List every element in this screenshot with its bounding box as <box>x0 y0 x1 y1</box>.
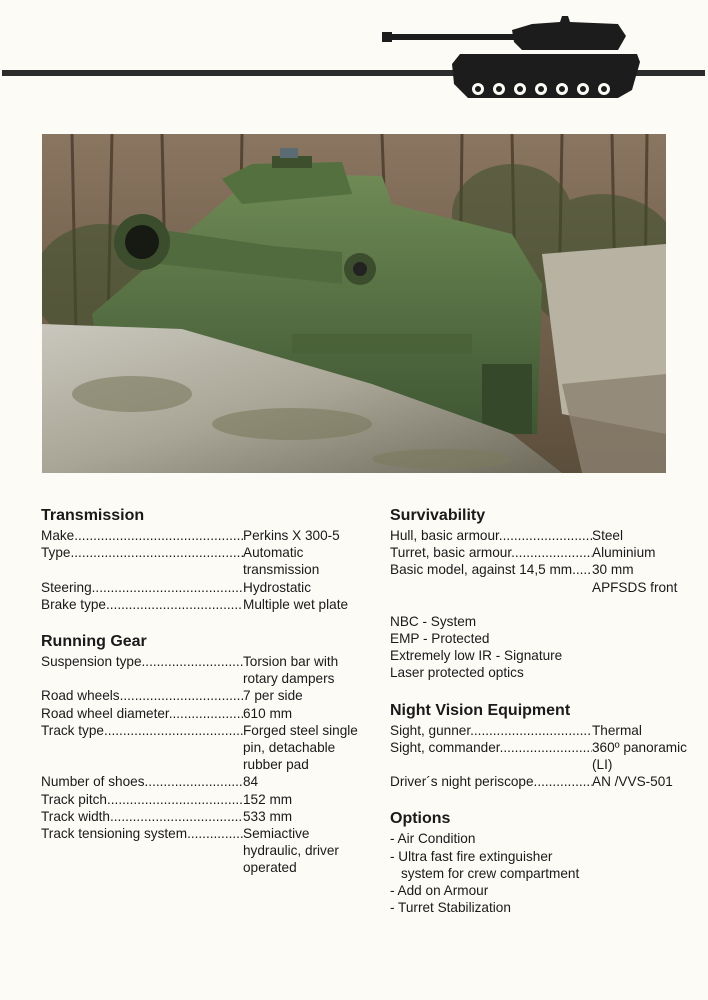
spec-row: Road wheel diameter ..... 610 mm <box>41 705 363 722</box>
spec-row: Turret, basic armour ..... Aluminium <box>390 544 690 561</box>
spec-row: Basic model, against 14,5 mm ..... 30 mm APFSDS front <box>390 561 690 595</box>
spec-row: Sight, gunner ..... Thermal <box>390 722 690 739</box>
spec-row: Track width ..... 533 mm <box>41 808 363 825</box>
spec-row: Hull, basic armour ..... Steel <box>390 527 690 544</box>
spec-row: Make ..... Perkins X 300-5 <box>41 527 363 544</box>
section-title-transmission: Transmission <box>41 507 145 524</box>
option-item: - Add on Armour <box>390 883 489 899</box>
option-item: - Air Condition <box>390 831 476 847</box>
section-title-options: Options <box>390 810 451 828</box>
feature-item: NBC - System <box>390 613 477 629</box>
spec-row: Track tensioning system ..... Semiactive hydraulic, driver operated <box>41 825 363 877</box>
section-title-running-gear: Running Gear <box>41 633 147 651</box>
tank-photo <box>42 134 666 473</box>
spec-row: Brake type ..... Multiple wet plate <box>41 596 363 613</box>
spec-row: Type ..... Automatic transmission <box>41 544 363 578</box>
spec-row: Driver´s night periscope ..... AN /VVS-501 <box>390 773 690 790</box>
spec-row: Road wheels ..... 7 per side <box>41 687 363 704</box>
spec-row: Number of shoes ..... 84 <box>41 773 363 790</box>
spec-row: Sight, commander ..... 360º panoramic (LI) <box>390 739 690 773</box>
feature-item: Laser protected optics <box>390 665 524 681</box>
section-title-night-vision: Night Vision Equipment <box>390 701 571 719</box>
option-item: - Ultra fast fire extinguisher system for crew compartment <box>390 848 580 881</box>
right-column <box>390 505 690 916</box>
spec-row: Track pitch ..... 152 mm <box>41 791 363 808</box>
tank-silhouette-icon <box>382 14 642 102</box>
spec-row: Steering ..... Hydrostatic <box>41 579 363 596</box>
left-column <box>41 505 363 877</box>
feature-item: EMP - Protected <box>390 631 490 647</box>
feature-item: Extremely low IR - Signature <box>390 648 563 664</box>
section-title-survivability: Survivability <box>390 507 486 524</box>
spec-row: Suspension type ..... Torsion bar with rotary dampers <box>41 653 363 687</box>
spec-row: Track type ..... Forged steel single pin, detachable rubber pad <box>41 722 363 774</box>
option-item: - Turret Stabilization <box>390 900 511 916</box>
